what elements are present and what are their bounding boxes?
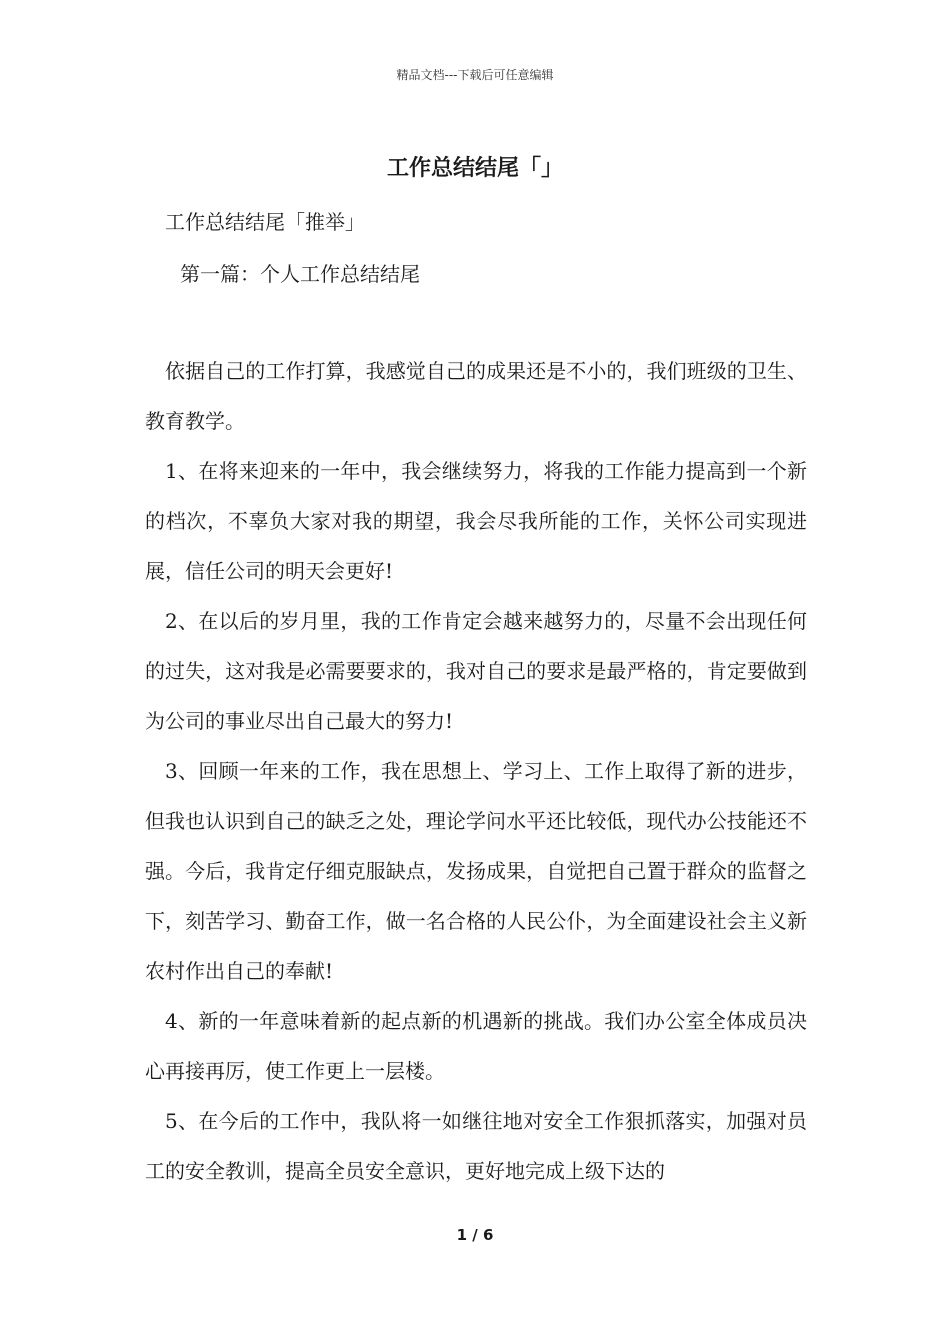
paragraph: 依据自己的工作打算，我感觉自己的成果还是不小的，我们班级的卫生、教育教学。	[145, 359, 807, 433]
paragraph: 5、在今后的工作中，我队将一如继往地对安全工作狠抓落实，加强对员工的安全教训，提高全员安全意识，更好地完成上级下达的	[145, 1109, 807, 1183]
document-title: 工作总结结尾「」	[386, 156, 563, 181]
chapter-heading: 第一篇：个人工作总结结尾	[180, 262, 420, 286]
paragraph: 3、回顾一年来的工作，我在思想上、学习上、工作上取得了新的进步，但我也认识到自己的缺乏之处，理论学问水平还比较低，现代办公技能还不强。今后，我肯定仔细克服缺点，发扬成果，自觉把自己置于群众的监督之下，刻苦学习、勤奋工作，做一名合格的人民公仆，为全面建设社会主义新农村作出自己的奉献!	[145, 759, 807, 983]
document-subtitle: 工作总结结尾「推举」	[165, 210, 365, 234]
paragraph: 4、新的一年意味着新的起点新的机遇新的挑战。我们办公室全体成员决心再接再厉，使工作更上一层楼。	[145, 1009, 807, 1083]
body-text	[145, 346, 807, 1196]
paragraph: 2、在以后的岁月里，我的工作肯定会越来越努力的，尽量不会出现任何的过失，这对我是必需要要求的，我对自己的要求是最严格的，肯定要做到为公司的事业尽出自己最大的努力!	[145, 609, 807, 733]
paragraph: 1、在将来迎来的一年中，我会继续努力，将我的工作能力提高到一个新的档次，不辜负大家对我的期望，我会尽我所能的工作，关怀公司实现进展，信任公司的明天会更好!	[145, 459, 807, 583]
header-note: 精品文档---下载后可任意编辑	[396, 68, 554, 82]
page-number: 1 / 6	[456, 1226, 494, 1244]
